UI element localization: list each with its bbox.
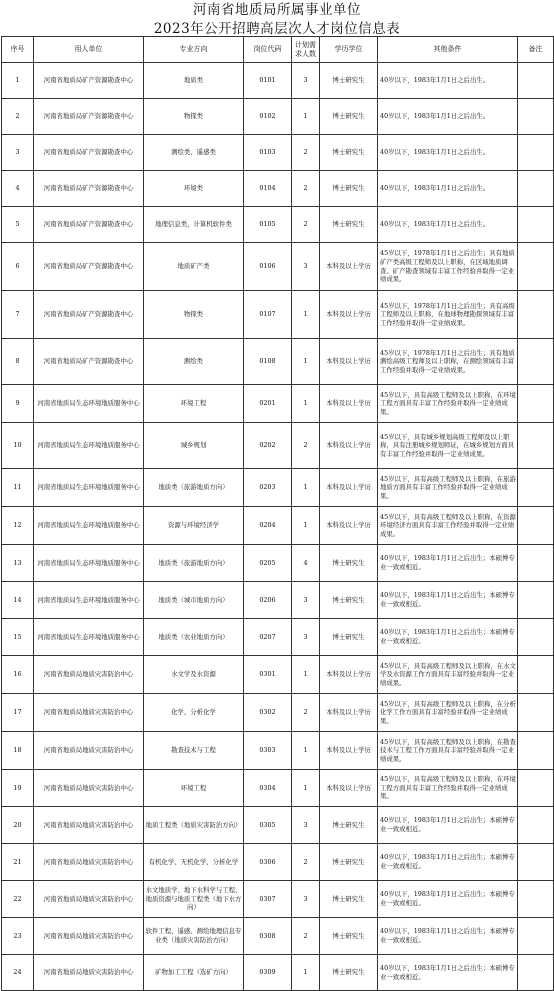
cell-edu: 本科及以上学历 (320, 770, 378, 807)
cell-note (518, 918, 554, 955)
cell-cond: 45岁以下，1978年1月1日之后出生；具有地质测绘高级工程师及以上职称，在测绘领域有丰富工作经验并取得一定业绩成果。 (378, 339, 518, 385)
cell-major: 环境工程 (144, 385, 244, 423)
cell-edu: 博士研究生 (320, 99, 378, 135)
cell-cond: 40岁以下，1983年1月1日之后出生。 (378, 171, 518, 207)
cell-cond: 40岁以下，1983年1月1日之后出生；本硕博专业一致或相近。 (378, 545, 518, 582)
cell-code: 0105 (244, 207, 292, 243)
cell-note (518, 656, 554, 694)
cell-cond: 45岁以下，具有高级工程师及以上职称，在勘查技术与工程工作方面具有丰富经验并取得一定业绩成果。 (378, 732, 518, 770)
cell-edu: 本科及以上学历 (320, 732, 378, 770)
cell-no: 18 (2, 732, 34, 770)
cell-note (518, 807, 554, 844)
header-note: 备注 (518, 37, 554, 63)
cell-cond: 45岁以下，具有高级工程师及以上职称，在水文学及水资源工作方面具有丰富经验并取得一定业绩成果。 (378, 656, 518, 694)
cell-note (518, 339, 554, 385)
positions-table (1, 36, 554, 991)
cell-code: 0207 (244, 619, 292, 656)
cell-num: 1 (292, 770, 320, 807)
cell-edu: 本科及以上学历 (320, 507, 378, 545)
cell-code: 0307 (244, 881, 292, 918)
cell-cond: 45岁以下，具有城乡规划高级工程师及以上职称，具有注册城乡规划师证，在城乡规划方面具有丰富工作经验并取得一定业绩成果。 (378, 423, 518, 469)
cell-unit: 河南省地质局地质灾害防治中心 (34, 656, 144, 694)
cell-edu: 博士研究生 (320, 619, 378, 656)
cell-no: 20 (2, 807, 34, 844)
table-row (2, 469, 554, 507)
cell-no: 1 (2, 63, 34, 99)
table-row (2, 732, 554, 770)
table-row (2, 619, 554, 656)
cell-note (518, 385, 554, 423)
cell-no: 22 (2, 881, 34, 918)
cell-code: 0107 (244, 291, 292, 339)
cell-cond: 40岁以下，1983年1月1日之后出生。 (378, 63, 518, 99)
cell-num: 1 (292, 469, 320, 507)
cell-edu: 本科及以上学历 (320, 469, 378, 507)
cell-edu: 本科及以上学历 (320, 694, 378, 732)
table-row (2, 135, 554, 171)
cell-edu: 本科及以上学历 (320, 243, 378, 291)
cell-major: 环境工程 (144, 770, 244, 807)
table-row (2, 582, 554, 619)
cell-note (518, 881, 554, 918)
cell-unit: 河南省地质局地质灾害防治中心 (34, 732, 144, 770)
cell-major: 地质类（旅游地质方向） (144, 545, 244, 582)
cell-major: 地理信息类，计算机软件类 (144, 207, 244, 243)
cell-code: 0308 (244, 918, 292, 955)
cell-code: 0301 (244, 656, 292, 694)
cell-edu: 博士研究生 (320, 918, 378, 955)
table-row (2, 171, 554, 207)
cell-code: 0201 (244, 385, 292, 423)
cell-cond: 45岁以下，1978年1月1日之后出生；具有地质矿产类高级工程师及以上职称，在区域地质调查、矿产勘查领域有丰富工作经验并取得一定业绩成果。 (378, 243, 518, 291)
cell-unit: 河南省地质局生态环境地质服务中心 (34, 423, 144, 469)
cell-major: 资源与环境经济学 (144, 507, 244, 545)
cell-note (518, 469, 554, 507)
table-row (2, 545, 554, 582)
cell-num: 2 (292, 171, 320, 207)
cell-cond: 40岁以下，1983年1月1日之后出生；本硕博专业一致或相近。 (378, 807, 518, 844)
cell-note (518, 770, 554, 807)
cell-no: 15 (2, 619, 34, 656)
cell-no: 3 (2, 135, 34, 171)
cell-edu: 博士研究生 (320, 807, 378, 844)
cell-major: 地质工程类（地质灾害防治方向） (144, 807, 244, 844)
table-row (2, 507, 554, 545)
cell-edu: 本科及以上学历 (320, 291, 378, 339)
cell-code: 0102 (244, 99, 292, 135)
cell-no: 14 (2, 582, 34, 619)
cell-no: 5 (2, 207, 34, 243)
cell-num: 3 (292, 243, 320, 291)
cell-no: 2 (2, 99, 34, 135)
cell-major: 水文地质学、地下水科学与工程、地质资源与地质工程类（地下水方向） (144, 881, 244, 918)
cell-major: 水文学及水资源 (144, 656, 244, 694)
cell-code: 0306 (244, 844, 292, 881)
header-num: 计划需求人数 (292, 37, 320, 63)
table-row (2, 207, 554, 243)
cell-unit: 河南省地质局矿产资源勘查中心 (34, 135, 144, 171)
cell-cond: 40岁以下，1983年1月1日之后出生。 (378, 135, 518, 171)
cell-note (518, 955, 554, 991)
cell-cond: 40岁以下，1983年1月1日之后出生；本硕博专业一致或相近。 (378, 955, 518, 991)
cell-unit: 河南省地质局矿产资源勘查中心 (34, 207, 144, 243)
cell-code: 0103 (244, 135, 292, 171)
cell-cond: 40岁以下，1983年1月1日之后出生；本硕博专业一致或相近。 (378, 881, 518, 918)
cell-note (518, 291, 554, 339)
cell-note (518, 63, 554, 99)
cell-major: 物探类 (144, 291, 244, 339)
cell-num: 1 (292, 732, 320, 770)
cell-major: 测绘类、遥感类 (144, 135, 244, 171)
cell-major: 有机化学、无机化学、分析化学 (144, 844, 244, 881)
cell-no: 24 (2, 955, 34, 991)
cell-major: 地质类（城市地质方向） (144, 582, 244, 619)
cell-note (518, 243, 554, 291)
cell-num: 2 (292, 918, 320, 955)
cell-major: 矿物加工工程（选矿方向） (144, 955, 244, 991)
cell-code: 0205 (244, 545, 292, 582)
table-row (2, 99, 554, 135)
table-row (2, 656, 554, 694)
cell-cond: 40岁以下，1983年1月1日之后出生；本硕博专业一致或相近。 (378, 619, 518, 656)
cell-unit: 河南省地质局生态环境地质服务中心 (34, 507, 144, 545)
cell-major: 测绘类 (144, 339, 244, 385)
cell-cond: 40岁以下，1983年1月1日之后出生；本硕博专业一致或相近。 (378, 582, 518, 619)
cell-num: 2 (292, 423, 320, 469)
cell-note (518, 732, 554, 770)
cell-code: 0106 (244, 243, 292, 291)
cell-major: 化学、分析化学 (144, 694, 244, 732)
cell-unit: 河南省地质局矿产资源勘查中心 (34, 171, 144, 207)
cell-unit: 河南省地质局地质灾害防治中心 (34, 770, 144, 807)
cell-num: 3 (292, 63, 320, 99)
cell-code: 0305 (244, 807, 292, 844)
cell-unit: 河南省地质局矿产资源勘查中心 (34, 63, 144, 99)
cell-cond: 40岁以下，1983年1月1日之后出生。 (378, 99, 518, 135)
cell-code: 0304 (244, 770, 292, 807)
cell-no: 9 (2, 385, 34, 423)
cell-edu: 本科及以上学历 (320, 423, 378, 469)
table-row (2, 918, 554, 955)
cell-no: 10 (2, 423, 34, 469)
table-row (2, 770, 554, 807)
cell-major: 地质类 (144, 63, 244, 99)
cell-code: 0303 (244, 732, 292, 770)
cell-edu: 博士研究生 (320, 171, 378, 207)
cell-unit: 河南省地质局生态环境地质服务中心 (34, 469, 144, 507)
cell-major: 勘查技术与工程 (144, 732, 244, 770)
cell-note (518, 507, 554, 545)
cell-edu: 博士研究生 (320, 881, 378, 918)
table-row (2, 807, 554, 844)
table-row (2, 423, 554, 469)
cell-code: 0202 (244, 423, 292, 469)
cell-unit: 河南省地质局生态环境地质服务中心 (34, 545, 144, 582)
table-row (2, 385, 554, 423)
cell-note (518, 844, 554, 881)
cell-unit: 河南省地质局地质灾害防治中心 (34, 807, 144, 844)
cell-cond: 45岁以下，具有高级工程师及以上职称，在环境工程方面具有丰富工作经验并取得一定业绩成果。 (378, 385, 518, 423)
cell-code: 0203 (244, 469, 292, 507)
cell-note (518, 171, 554, 207)
header-edu: 学历学位 (320, 37, 378, 63)
cell-unit: 河南省地质局生态环境地质服务中心 (34, 619, 144, 656)
cell-num: 2 (292, 207, 320, 243)
cell-unit: 河南省地质局地质灾害防治中心 (34, 955, 144, 991)
cell-no: 8 (2, 339, 34, 385)
cell-edu: 本科及以上学历 (320, 339, 378, 385)
cell-cond: 45岁以下，具有高级工程师及以上职称，在资源环境经济方面具有丰富工作经验并取得一定业绩成果。 (378, 507, 518, 545)
cell-num: 1 (292, 291, 320, 339)
cell-no: 19 (2, 770, 34, 807)
cell-edu: 博士研究生 (320, 135, 378, 171)
cell-num: 1 (292, 656, 320, 694)
cell-major: 城乡规划 (144, 423, 244, 469)
cell-note (518, 619, 554, 656)
table-row (2, 243, 554, 291)
table-row (2, 881, 554, 918)
table-row (2, 339, 554, 385)
cell-edu: 博士研究生 (320, 955, 378, 991)
header-major: 专业方向 (144, 37, 244, 63)
cell-unit: 河南省地质局生态环境地质服务中心 (34, 385, 144, 423)
cell-num: 2 (292, 135, 320, 171)
title-block (0, 0, 554, 36)
cell-unit: 河南省地质局地质灾害防治中心 (34, 844, 144, 881)
cell-cond: 40岁以下，1983年1月1日之后出生；本硕博专业一致或相近。 (378, 918, 518, 955)
table-row (2, 694, 554, 732)
cell-code: 0309 (244, 955, 292, 991)
cell-num: 1 (292, 385, 320, 423)
cell-note (518, 423, 554, 469)
cell-note (518, 207, 554, 243)
cell-num: 1 (292, 507, 320, 545)
cell-major: 环境类 (144, 171, 244, 207)
cell-unit: 河南省地质局地质灾害防治中心 (34, 881, 144, 918)
table-row (2, 291, 554, 339)
cell-no: 7 (2, 291, 34, 339)
cell-note (518, 135, 554, 171)
table-row (2, 63, 554, 99)
cell-code: 0104 (244, 171, 292, 207)
cell-no: 23 (2, 918, 34, 955)
cell-edu: 博士研究生 (320, 582, 378, 619)
cell-cond: 40岁以下，1983年1月1日之后出生。 (378, 207, 518, 243)
table-row (2, 844, 554, 881)
cell-cond: 45岁以下，具有高级工程师及以上职称，在环境工程方面具有丰富工作经验并取得一定业绩成果。 (378, 770, 518, 807)
cell-num: 3 (292, 619, 320, 656)
cell-num: 1 (292, 955, 320, 991)
cell-num: 1 (292, 339, 320, 385)
cell-note (518, 99, 554, 135)
cell-note (518, 694, 554, 732)
cell-note (518, 545, 554, 582)
header-unit: 用人单位 (34, 37, 144, 63)
cell-cond: 45岁以下，具有高级工程师及以上职称，在旅游地质方面具有丰富工作经验并取得一定业绩成果。 (378, 469, 518, 507)
cell-unit: 河南省地质局矿产资源勘查中心 (34, 243, 144, 291)
cell-num: 2 (292, 844, 320, 881)
cell-cond: 40岁以下，1983年1月1日之后出生；本硕博专业一致或相近。 (378, 844, 518, 881)
cell-no: 6 (2, 243, 34, 291)
cell-no: 11 (2, 469, 34, 507)
cell-no: 16 (2, 656, 34, 694)
cell-num: 3 (292, 807, 320, 844)
cell-no: 4 (2, 171, 34, 207)
cell-unit: 河南省地质局生态环境地质服务中心 (34, 582, 144, 619)
table-header-row (2, 37, 554, 63)
cell-num: 4 (292, 545, 320, 582)
cell-major: 地质类（旅游地质方向） (144, 469, 244, 507)
cell-no: 13 (2, 545, 34, 582)
cell-code: 0204 (244, 507, 292, 545)
cell-edu: 博士研究生 (320, 63, 378, 99)
cell-major: 物探类 (144, 99, 244, 135)
cell-edu: 博士研究生 (320, 545, 378, 582)
cell-cond: 45岁以下，具有高级工程师及以上职称，在分析化学工作方面具有丰富经验并取得一定业绩成果。 (378, 694, 518, 732)
cell-edu: 博士研究生 (320, 844, 378, 881)
cell-edu: 本科及以上学历 (320, 656, 378, 694)
cell-edu: 博士研究生 (320, 207, 378, 243)
cell-code: 0302 (244, 694, 292, 732)
cell-major: 地质类（农业地质方向） (144, 619, 244, 656)
title-line-1: 河南省地质局所属事业单位 (193, 2, 361, 18)
header-code: 岗位代码 (244, 37, 292, 63)
cell-code: 0108 (244, 339, 292, 385)
cell-cond: 45岁以下，1978年1月1日之后出生；具有高级工程师及以上职称，在地球物理勘探领域有丰富工作经验并取得一定业绩成果。 (378, 291, 518, 339)
cell-num: 3 (292, 582, 320, 619)
cell-num: 1 (292, 99, 320, 135)
header-no: 序号 (2, 37, 34, 63)
cell-no: 17 (2, 694, 34, 732)
cell-num: 3 (292, 881, 320, 918)
cell-num: 2 (292, 694, 320, 732)
title-line-2: 2023年公开招聘高层次人才岗位信息表 (153, 21, 401, 37)
cell-unit: 河南省地质局矿产资源勘查中心 (34, 99, 144, 135)
cell-major: 地质矿产类 (144, 243, 244, 291)
cell-edu: 本科及以上学历 (320, 385, 378, 423)
cell-major: 软件工程、遥感、测绘地理信息专业类（地质灾害防治方向） (144, 918, 244, 955)
cell-unit: 河南省地质局矿产资源勘查中心 (34, 339, 144, 385)
cell-note (518, 582, 554, 619)
table-row (2, 955, 554, 991)
cell-code: 0101 (244, 63, 292, 99)
cell-unit: 河南省地质局地质灾害防治中心 (34, 918, 144, 955)
cell-unit: 河南省地质局地质灾害防治中心 (34, 694, 144, 732)
header-cond: 其他条件 (378, 37, 518, 63)
cell-unit: 河南省地质局矿产资源勘查中心 (34, 291, 144, 339)
cell-no: 12 (2, 507, 34, 545)
cell-code: 0206 (244, 582, 292, 619)
cell-no: 21 (2, 844, 34, 881)
